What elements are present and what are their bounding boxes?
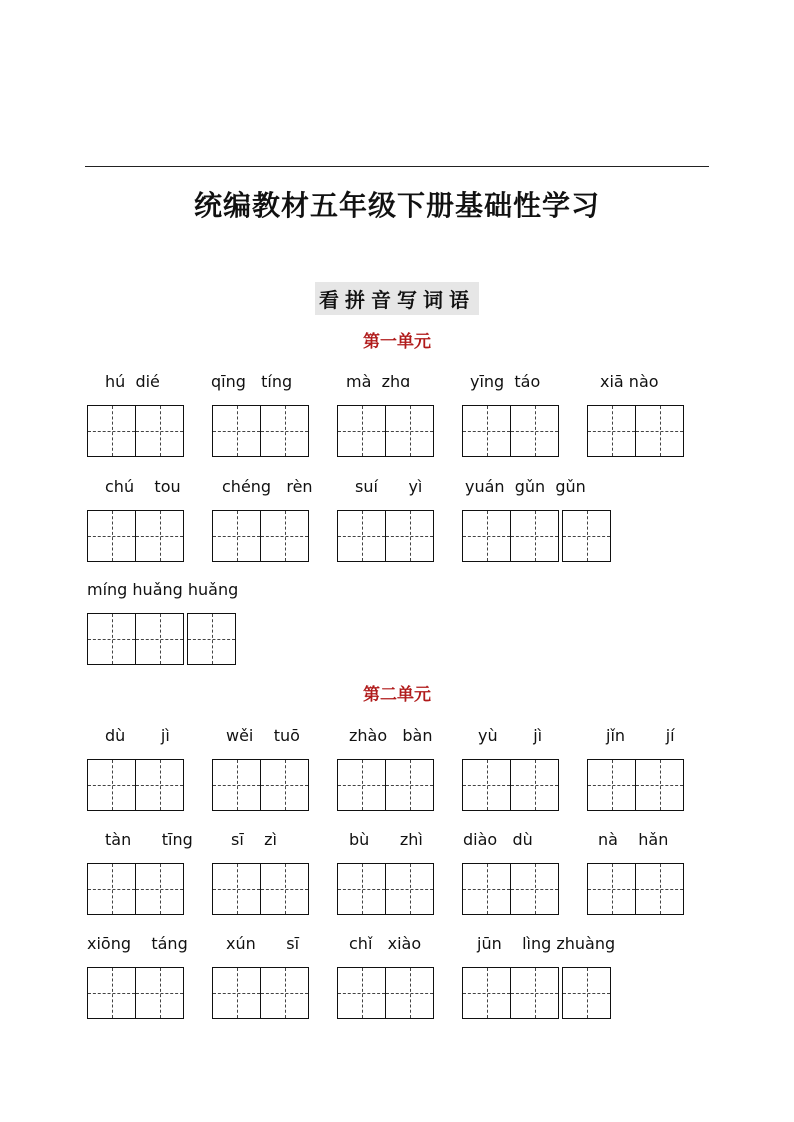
pinyin-label: xiā nào bbox=[600, 372, 659, 391]
tianzige-cell[interactable] bbox=[260, 510, 309, 562]
tianzige-cell[interactable] bbox=[510, 863, 559, 915]
tianzige-cell[interactable] bbox=[385, 759, 434, 811]
writing-grid[interactable] bbox=[462, 967, 610, 1019]
tianzige-cell[interactable] bbox=[135, 863, 184, 915]
writing-grid[interactable] bbox=[212, 405, 308, 457]
pinyin-label: bù zhì bbox=[349, 830, 423, 849]
writing-grid[interactable] bbox=[87, 613, 235, 665]
tianzige-cell[interactable] bbox=[635, 759, 684, 811]
writing-grid[interactable] bbox=[337, 863, 433, 915]
tianzige-cell[interactable] bbox=[187, 613, 236, 665]
writing-grid[interactable] bbox=[212, 759, 308, 811]
writing-grid[interactable] bbox=[587, 863, 683, 915]
pinyin-label: yù jì bbox=[478, 726, 543, 745]
pinyin-label: yuán gǔn gǔn bbox=[465, 477, 586, 496]
tianzige-cell[interactable] bbox=[462, 405, 511, 457]
pinyin-label: zhào bàn bbox=[349, 726, 433, 745]
writing-grid[interactable] bbox=[587, 759, 683, 811]
tianzige-cell[interactable] bbox=[462, 967, 511, 1019]
tianzige-cell[interactable] bbox=[337, 967, 386, 1019]
pinyin-label: xún sī bbox=[226, 934, 300, 953]
section-subtitle: 看拼音写词语 bbox=[315, 282, 479, 315]
tianzige-cell[interactable] bbox=[462, 510, 511, 562]
writing-grid[interactable] bbox=[212, 510, 308, 562]
pinyin-label: xiōng táng bbox=[87, 934, 188, 953]
tianzige-cell[interactable] bbox=[87, 510, 136, 562]
tianzige-cell[interactable] bbox=[385, 405, 434, 457]
pinyin-label: nà hǎn bbox=[598, 830, 669, 849]
writing-grid[interactable] bbox=[337, 967, 433, 1019]
writing-grid[interactable] bbox=[212, 967, 308, 1019]
tianzige-cell[interactable] bbox=[87, 967, 136, 1019]
writing-grid[interactable] bbox=[87, 405, 183, 457]
pinyin-label: qīng tíng bbox=[211, 372, 293, 391]
tianzige-cell[interactable] bbox=[462, 863, 511, 915]
writing-grid[interactable] bbox=[87, 863, 183, 915]
writing-grid[interactable] bbox=[462, 405, 558, 457]
tianzige-cell[interactable] bbox=[87, 405, 136, 457]
subtitle-wrap bbox=[0, 282, 794, 315]
writing-grid[interactable] bbox=[462, 759, 558, 811]
writing-grid[interactable] bbox=[87, 967, 183, 1019]
tianzige-cell[interactable] bbox=[385, 863, 434, 915]
tianzige-cell[interactable] bbox=[212, 759, 261, 811]
tianzige-cell[interactable] bbox=[587, 863, 636, 915]
pinyin-label: hú dié bbox=[105, 372, 160, 391]
tianzige-cell[interactable] bbox=[510, 759, 559, 811]
writing-grid[interactable] bbox=[212, 863, 308, 915]
tianzige-cell[interactable] bbox=[135, 967, 184, 1019]
tianzige-cell[interactable] bbox=[135, 613, 184, 665]
tianzige-cell[interactable] bbox=[337, 510, 386, 562]
pinyin-label: jǐn jí bbox=[606, 726, 675, 745]
tianzige-cell[interactable] bbox=[260, 967, 309, 1019]
tianzige-cell[interactable] bbox=[385, 967, 434, 1019]
tianzige-cell[interactable] bbox=[212, 863, 261, 915]
tianzige-cell[interactable] bbox=[587, 405, 636, 457]
tianzige-cell[interactable] bbox=[337, 863, 386, 915]
tianzige-cell[interactable] bbox=[510, 405, 559, 457]
writing-grid[interactable] bbox=[337, 510, 433, 562]
tianzige-cell[interactable] bbox=[562, 510, 611, 562]
pinyin-label: chú tou bbox=[105, 477, 181, 496]
tianzige-cell[interactable] bbox=[135, 405, 184, 457]
tianzige-cell[interactable] bbox=[212, 967, 261, 1019]
tianzige-cell[interactable] bbox=[135, 759, 184, 811]
pinyin-label: yīng táo bbox=[470, 372, 541, 391]
writing-grid[interactable] bbox=[462, 863, 558, 915]
tianzige-cell[interactable] bbox=[212, 510, 261, 562]
tianzige-cell[interactable] bbox=[337, 405, 386, 457]
tianzige-cell[interactable] bbox=[635, 863, 684, 915]
writing-grid[interactable] bbox=[587, 405, 683, 457]
tianzige-cell[interactable] bbox=[510, 967, 559, 1019]
pinyin-label: jūn lìng zhuàng bbox=[477, 934, 616, 953]
tianzige-cell[interactable] bbox=[510, 510, 559, 562]
pinyin-label: sī zì bbox=[231, 830, 277, 849]
pinyin-label: tàn tīng bbox=[105, 830, 193, 849]
pinyin-label: chéng rèn bbox=[222, 477, 313, 496]
tianzige-cell[interactable] bbox=[635, 405, 684, 457]
writing-grid[interactable] bbox=[462, 510, 610, 562]
pinyin-label: mà zhɑ bbox=[346, 372, 411, 391]
pinyin-label: míng huǎng huǎng bbox=[87, 580, 239, 599]
tianzige-cell[interactable] bbox=[135, 510, 184, 562]
writing-grid[interactable] bbox=[87, 510, 183, 562]
writing-grid[interactable] bbox=[337, 405, 433, 457]
pinyin-label: suí yì bbox=[355, 477, 423, 496]
tianzige-cell[interactable] bbox=[385, 510, 434, 562]
tianzige-cell[interactable] bbox=[87, 759, 136, 811]
pinyin-label: dù jì bbox=[105, 726, 170, 745]
tianzige-cell[interactable] bbox=[260, 405, 309, 457]
top-rule bbox=[85, 166, 709, 167]
pinyin-label: chǐ xiào bbox=[349, 934, 422, 953]
tianzige-cell[interactable] bbox=[562, 967, 611, 1019]
writing-grid[interactable] bbox=[87, 759, 183, 811]
tianzige-cell[interactable] bbox=[260, 863, 309, 915]
page-title: 统编教材五年级下册基础性学习 bbox=[193, 189, 600, 222]
tianzige-cell[interactable] bbox=[260, 759, 309, 811]
tianzige-cell[interactable] bbox=[587, 759, 636, 811]
tianzige-cell[interactable] bbox=[87, 863, 136, 915]
unit-heading: 第二单元 bbox=[363, 685, 431, 705]
tianzige-cell[interactable] bbox=[462, 759, 511, 811]
tianzige-cell[interactable] bbox=[212, 405, 261, 457]
unit-heading: 第一单元 bbox=[363, 332, 431, 352]
tianzige-cell[interactable] bbox=[337, 759, 386, 811]
tianzige-cell[interactable] bbox=[87, 613, 136, 665]
writing-grid[interactable] bbox=[337, 759, 433, 811]
pinyin-label: wěi tuō bbox=[226, 726, 300, 745]
pinyin-label: diào dù bbox=[463, 830, 533, 849]
